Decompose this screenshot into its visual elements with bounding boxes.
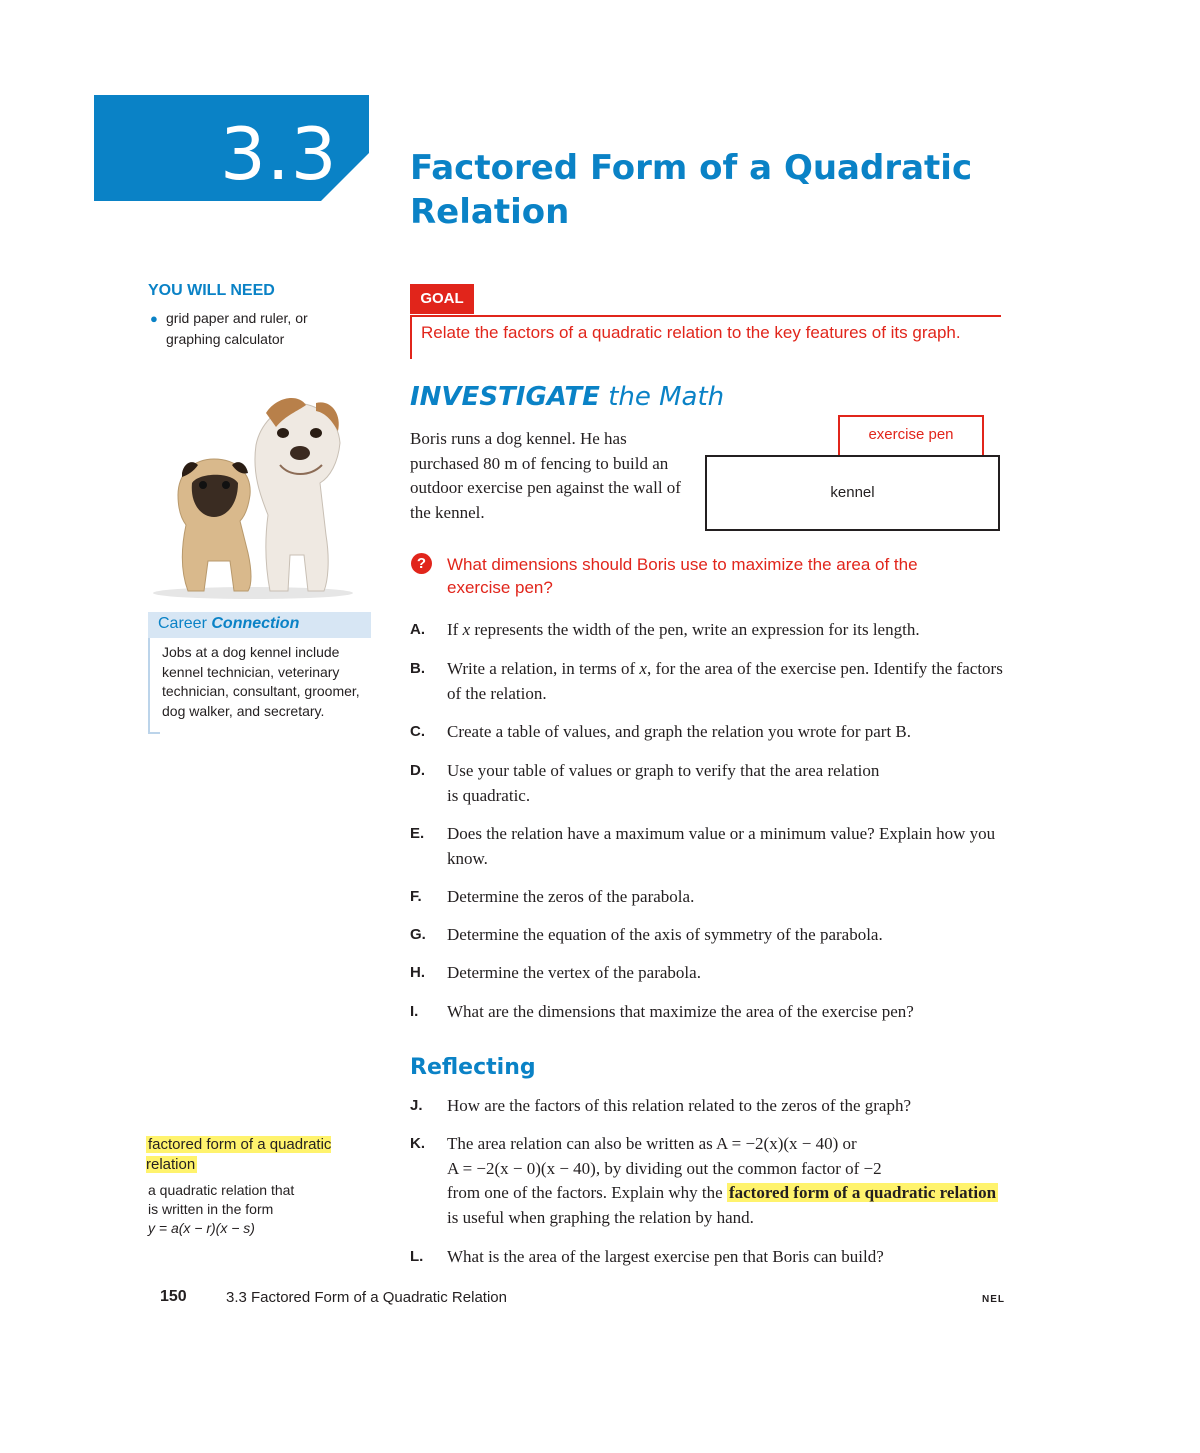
step-text: is quadratic. (447, 785, 531, 805)
step-f (410, 885, 1010, 910)
step-text: represents the width of the pen, write an expression for its length. (470, 620, 920, 639)
step-text: Does the relation have a maximum value or a minimum value? Explain how you know. (447, 824, 996, 868)
step-text: A = −2(x − 0)(x − 40), by dividing out the common factor of −2 (447, 1158, 882, 1178)
glossary-formula: y = a(x − r)(x − s) (148, 1220, 255, 1236)
step-letter: G. (410, 926, 426, 943)
step-text: Determine the equation of the axis of symmetry of the parabola. (447, 925, 883, 944)
you-will-need-text: grid paper and ruler, or graphing calculator (166, 310, 308, 347)
step-c (410, 720, 1010, 745)
step-variable: x (462, 620, 471, 639)
step-l (410, 1245, 1010, 1270)
step-text: , for the area of the exercise pen. Identify the factors of the relation. (447, 659, 1003, 703)
footer-title: 3.3 Factored Form of a Quadratic Relation (226, 1289, 507, 1306)
dogs-photo (148, 385, 358, 600)
you-will-need-heading: YOU WILL NEED (148, 282, 275, 299)
investigate-heading-bold: INVESTIGATE (410, 382, 600, 412)
step-i (410, 1000, 1010, 1025)
step-letter: H. (410, 964, 425, 981)
step-letter: B. (410, 660, 425, 677)
step-text: What are the dimensions that maximize the area of the exercise pen? (447, 1002, 914, 1021)
step-variable: x (639, 659, 647, 678)
career-title-emphasis: Connection (211, 615, 300, 632)
kennel-label: kennel (830, 484, 875, 501)
step-letter: D. (410, 762, 425, 779)
investigate-heading-rest: the Math (608, 382, 725, 412)
step-letter: L. (410, 1248, 424, 1265)
step-text: from one of the factors. Explain why the (447, 1183, 723, 1202)
step-text: Create a table of values, and graph the relation you wrote for part B. (447, 722, 912, 741)
goal-tab: GOAL (410, 284, 474, 314)
page-number: 150 (160, 1288, 187, 1305)
step-g (410, 923, 1010, 948)
exercise-pen-label: exercise pen (868, 426, 954, 443)
page-title: Factored Form of a Quadratic Relation (410, 148, 973, 232)
step-letter: E. (410, 825, 425, 842)
step-a (410, 618, 1010, 643)
career-connection-text: Jobs at a dog kennel include kennel technician, veterinary technician, consultant, groomer, dog walker, and secretary. (162, 644, 360, 719)
step-e (410, 822, 1010, 871)
reflecting-heading: Reflecting (410, 1055, 536, 1080)
goal-vertical-rule (410, 315, 412, 359)
investigate-heading (410, 382, 724, 412)
step-letter: K. (410, 1135, 425, 1152)
career-connection-header (148, 612, 371, 638)
step-letter: J. (410, 1097, 423, 1114)
glossary-definition-line: is written in the form (148, 1201, 274, 1217)
step-text: Determine the vertex of the parabola. (447, 963, 701, 982)
question-icon: ? (411, 553, 432, 574)
career-box-corner (148, 732, 160, 734)
step-text: The area relation can also be written as A = −2(x)(x − 40) or (447, 1134, 857, 1153)
you-will-need-item (148, 308, 348, 350)
step-text: Write a relation, in terms of (447, 659, 640, 678)
key-term-highlight: factored form of a quadratic relation (728, 1183, 997, 1202)
key-question: What dimensions should Boris use to maximize the area of the exercise pen? (447, 555, 918, 597)
step-j (410, 1094, 1010, 1119)
goal-rule (410, 315, 1001, 317)
step-text: Use your table of values or graph to verify that the area relation (447, 761, 880, 780)
career-connection-box (148, 612, 371, 734)
step-text: is useful when graphing the relation by hand. (447, 1207, 754, 1227)
bullet-icon: ● (150, 311, 158, 326)
step-k (410, 1132, 1010, 1230)
step-text: If (447, 620, 463, 639)
step-letter: A. (410, 621, 425, 638)
career-title-prefix: Career (158, 615, 207, 632)
publisher-mark: NEL (982, 1294, 1005, 1305)
section-number: 3.3 (220, 112, 338, 196)
step-letter: I. (410, 1003, 419, 1020)
step-letter: F. (410, 888, 422, 905)
goal-text: Relate the factors of a quadratic relation to the key features of its graph. (421, 323, 961, 342)
glossary-term-text: factored form of a quadratic relation (146, 1136, 332, 1173)
step-b (410, 657, 1010, 706)
career-connection-title (158, 615, 299, 633)
step-text: Determine the zeros of the parabola. (447, 887, 695, 906)
investigate-intro: Boris runs a dog kennel. He has purchased 80 m of fencing to build an outdoor exercise pen against the wall of the kennel. (410, 429, 681, 522)
step-letter: C. (410, 723, 425, 740)
step-d (410, 759, 1010, 808)
step-h (410, 961, 1010, 986)
glossary-definition (148, 1181, 348, 1238)
glossary-term (146, 1135, 361, 1175)
step-text: How are the factors of this relation related to the zeros of the graph? (447, 1096, 912, 1115)
glossary-definition-line: a quadratic relation that (148, 1182, 295, 1198)
step-text: What is the area of the largest exercise pen that Boris can build? (447, 1247, 884, 1266)
